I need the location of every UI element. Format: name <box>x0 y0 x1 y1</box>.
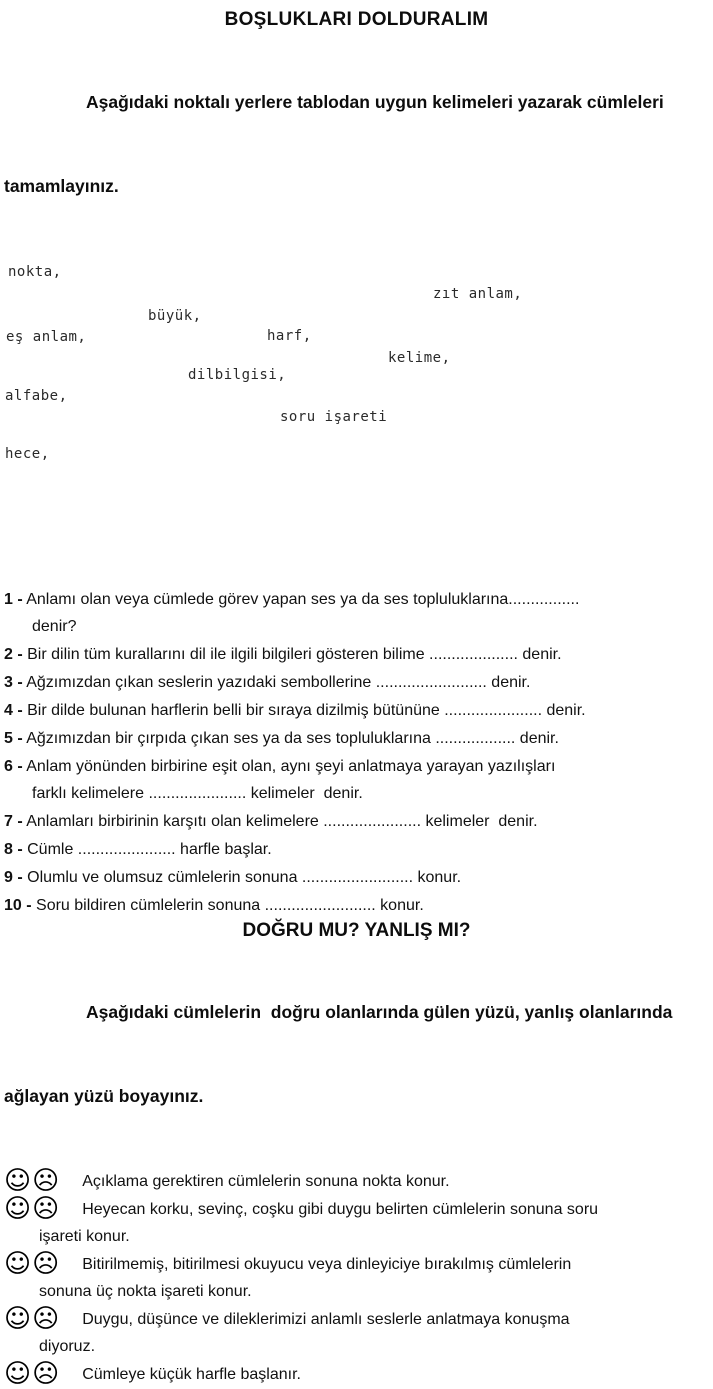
smiley-face-icon[interactable]: ☺ <box>4 1194 33 1224</box>
statement-text-continued: işareti konur. <box>39 1228 130 1245</box>
smiley-face-icon[interactable]: ☺ <box>4 1166 33 1196</box>
word-bank-item: zıt anlam, <box>433 286 523 302</box>
frowny-face-icon[interactable]: ☹ <box>32 1359 61 1389</box>
smiley-face-icon[interactable]: ☺ <box>4 1304 33 1334</box>
answer-faces <box>4 1359 61 1389</box>
word-bank-item: hece, <box>5 446 50 462</box>
answer-faces <box>4 1304 61 1334</box>
question-text: Anlamları birbirinin karşıtı olan kelimelere ...................... kelimeler denir. <box>26 813 538 830</box>
word-bank-item: soru işareti <box>280 409 388 425</box>
instruction-line: Aşağıdaki noktalı yerlere tablodan uygun kelimeleri yazarak cümleleri <box>86 92 664 112</box>
question-number: 1 - <box>4 591 23 608</box>
word-bank <box>0 256 713 586</box>
question-9 <box>4 864 707 891</box>
statement-5 <box>4 1361 707 1388</box>
instruction-line: tamamlayınız. <box>4 176 119 196</box>
word-bank-item: eş anlam, <box>6 329 87 345</box>
question-7 <box>4 808 707 835</box>
answer-faces <box>4 1166 61 1196</box>
frowny-face-icon[interactable]: ☹ <box>32 1304 61 1334</box>
question-number: 2 - <box>4 646 23 663</box>
question-text-continued: denir? <box>32 618 77 635</box>
frowny-face-icon[interactable]: ☹ <box>32 1166 61 1196</box>
word-bank-item: nokta, <box>8 264 62 280</box>
question-text: Cümle ...................... harfle başlar. <box>27 841 272 858</box>
statement-2 <box>4 1196 707 1250</box>
question-number: 8 - <box>4 841 23 858</box>
question-number: 6 - <box>4 758 23 775</box>
statement-text-continued: diyoruz. <box>39 1338 96 1355</box>
statement-text: Açıklama gerektiren cümlelerin sonuna nokta konur. <box>82 1173 450 1190</box>
question-text: Bir dilde bulunan harflerin belli bir sıraya dizilmiş bütününe ...................... denir. <box>27 702 586 719</box>
question-number: 5 - <box>4 730 23 747</box>
word-bank-item: büyük, <box>148 308 202 324</box>
question-1 <box>4 586 707 640</box>
question-text: Ağzımızdan bir çırpıda çıkan ses ya da ses topluluklarına .................. denir. <box>26 730 559 747</box>
answer-faces <box>4 1249 61 1279</box>
smiley-face-icon[interactable]: ☺ <box>4 1249 33 1279</box>
statement-text: Duygu, düşünce ve dileklerimizi anlamlı seslerle anlatmaya konuşma <box>82 1311 570 1328</box>
statement-1 <box>4 1168 707 1195</box>
section2-instruction <box>0 942 713 1166</box>
question-text: Ağzımızdan çıkan seslerin yazıdaki sembollerine ......................... denir. <box>26 674 531 691</box>
question-6 <box>4 753 707 807</box>
question-number: 7 - <box>4 813 23 830</box>
word-bank-item: alfabe, <box>5 388 68 404</box>
statement-text: Cümleye küçük harfle başlanır. <box>82 1366 301 1383</box>
question-4 <box>4 697 707 724</box>
instruction-line: ağlayan yüzü boyayınız. <box>4 1086 204 1106</box>
frowny-face-icon[interactable]: ☹ <box>32 1249 61 1279</box>
statement-text: Bitirilmemiş, bitirilmesi okuyucu veya dinleyiciye bırakılmış cümlelerin <box>82 1256 572 1273</box>
section1-instruction <box>0 32 713 256</box>
word-bank-item: dilbilgisi, <box>188 367 287 383</box>
statement-text: Heyecan korku, sevinç, coşku gibi duygu belirten cümlelerin sonuna soru <box>82 1201 599 1218</box>
statement-3 <box>4 1251 707 1305</box>
question-5 <box>4 725 707 752</box>
question-8 <box>4 836 707 863</box>
question-number: 10 - <box>4 897 32 914</box>
instruction-line: Aşağıdaki cümlelerin doğru olanlarında gülen yüzü, yanlış olanlarında <box>86 1002 673 1022</box>
question-number: 4 - <box>4 702 23 719</box>
question-text: Bir dilin tüm kurallarını dil ile ilgili bilgileri gösteren bilime .................... denir. <box>27 646 562 663</box>
frowny-face-icon[interactable]: ☹ <box>32 1194 61 1224</box>
statement-text-continued: sonuna üç nokta işareti konur. <box>39 1283 252 1300</box>
answer-faces <box>4 1194 61 1224</box>
question-text-continued: farklı kelimelere ...................... kelimeler denir. <box>32 785 363 802</box>
worksheet-page <box>0 8 713 1389</box>
question-text: Anlamı olan veya cümlede görev yapan ses ya da ses topluluklarına................ <box>26 591 580 608</box>
statement-4 <box>4 1306 707 1360</box>
question-10 <box>4 892 707 919</box>
statement-list <box>0 1168 713 1388</box>
smiley-face-icon[interactable]: ☺ <box>4 1359 33 1389</box>
question-2 <box>4 641 707 668</box>
question-3 <box>4 669 707 696</box>
question-text: Soru bildiren cümlelerin sonuna ......................... konur. <box>36 897 424 914</box>
word-bank-item: harf, <box>267 328 312 344</box>
section2-title: DOĞRU MU? YANLIŞ MI? <box>242 920 471 941</box>
question-list <box>0 586 713 919</box>
section1-title: BOŞLUKLARI DOLDURALIM <box>224 9 489 30</box>
word-bank-item: kelime, <box>388 350 451 366</box>
question-text: Anlam yönünden birbirine eşit olan, aynı şeyi anlatmaya yarayan yazılışları <box>26 758 556 775</box>
question-number: 3 - <box>4 674 23 691</box>
question-text: Olumlu ve olumsuz cümlelerin sonuna ......................... konur. <box>27 869 462 886</box>
question-number: 9 - <box>4 869 23 886</box>
